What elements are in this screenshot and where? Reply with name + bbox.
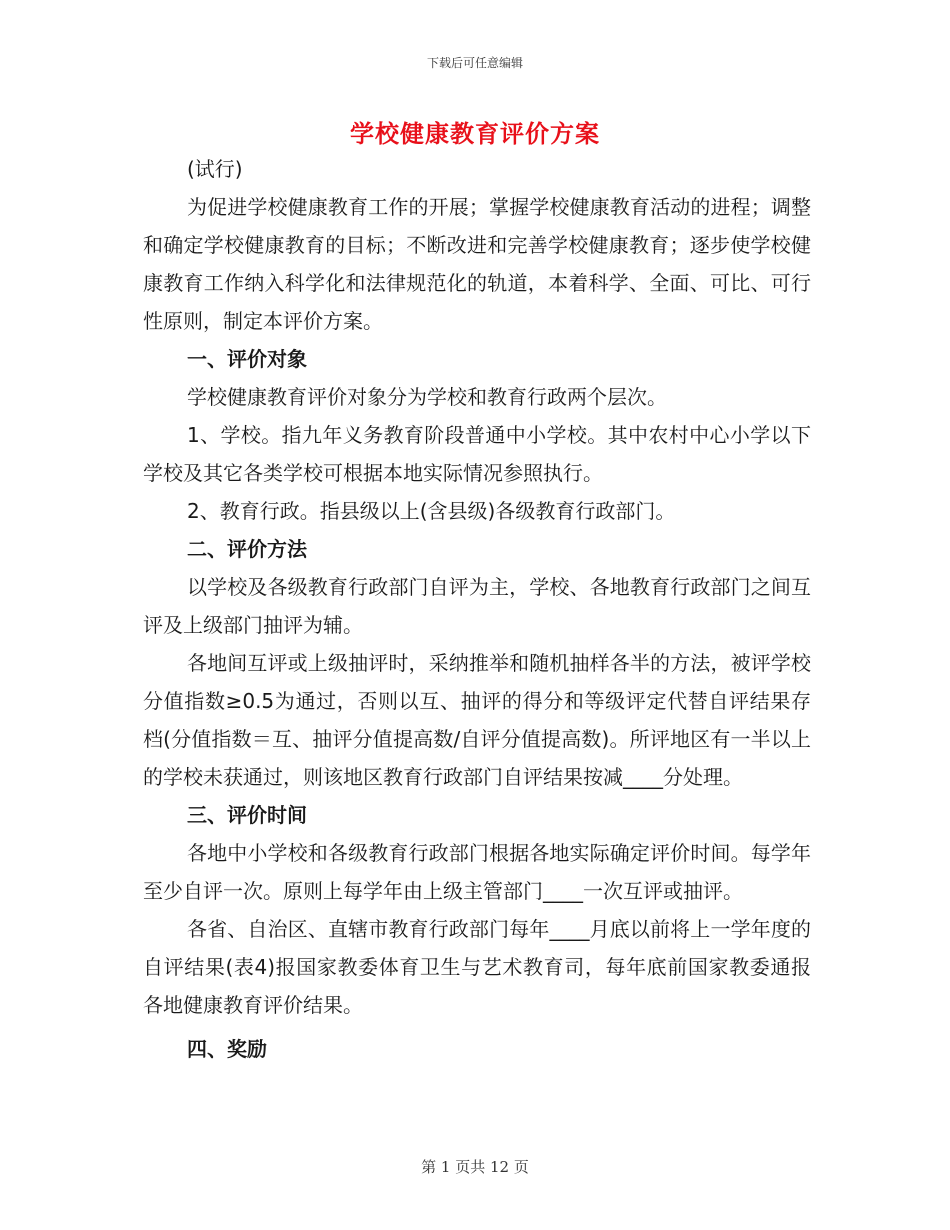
paragraph: 学校健康教育评价对象分为学校和教育行政两个层次。 <box>187 385 667 409</box>
section-heading-evaluation-method: 二、评价方法 <box>187 537 307 561</box>
section-heading-evaluation-target: 一、评价对象 <box>187 347 307 371</box>
document-title: 学校健康教育评价方案 <box>350 120 600 148</box>
paragraph: 2、教育行政。指县级以上(含县级)各级教育行政部门。 <box>187 499 676 523</box>
paragraph: 各地间互评或上级抽评时，采纳推举和随机抽样各半的方法，被评学校分值指数≥0.5为通过，否则以互、抽评的得分和等级评定代替自评结果存档(分值指数＝互、抽评分值提高数/自评分值提高数)。所评地区有一半以上的学校未获通过，则该地区教育行政部门自评结果按减____分处理。 <box>143 651 811 789</box>
paragraph: 1、学校。指九年义务教育阶段普通中小学校。其中农村中心小学以下学校及其它各类学校可根据本地实际情况参照执行。 <box>143 423 811 485</box>
section-heading-evaluation-time: 三、评价时间 <box>187 803 307 827</box>
section-heading-rewards: 四、奖励 <box>187 1037 267 1061</box>
header-note: 下载后可任意编辑 <box>426 56 523 70</box>
page-footer: 第 1 页共 12 页 <box>421 1158 529 1176</box>
paragraph-intro: 为促进学校健康教育工作的开展；掌握学校健康教育活动的进程；调整和确定学校健康教育的目标；不断改进和完善学校健康教育；逐步使学校健康教育工作纳入科学化和法律规范化的轨道，本着科学、全面、可比、可行性原则，制定本评价方案。 <box>143 195 811 333</box>
paragraph: 各地中小学校和各级教育行政部门根据各地实际确定评价时间。每学年至少自评一次。原则上每学年由上级主管部门____一次互评或抽评。 <box>143 841 811 903</box>
paragraph: 各省、自治区、直辖市教育行政部门每年____月底以前将上一学年度的自评结果(表4)报国家教委体育卫生与艺术教育司，每年底前国家教委通报各地健康教育评价结果。 <box>143 917 811 1017</box>
paragraph-trial: (试行) <box>187 157 243 181</box>
document-body <box>143 150 811 1068</box>
paragraph: 以学校及各级教育行政部门自评为主，学校、各地教育行政部门之间互评及上级部门抽评为辅。 <box>143 575 811 637</box>
